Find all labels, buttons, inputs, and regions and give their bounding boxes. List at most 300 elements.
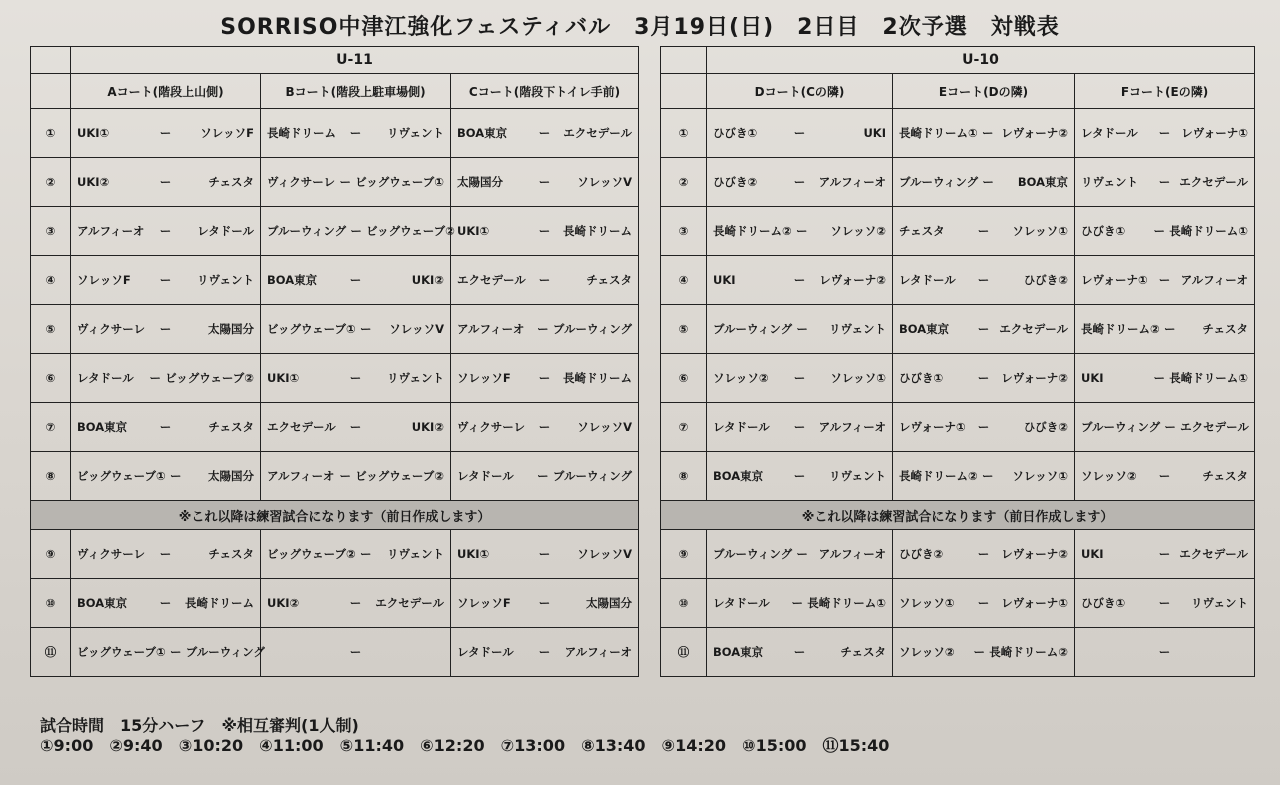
- court-header: Cコート(階段下トイレ手前): [451, 74, 639, 109]
- match-cell: [451, 109, 639, 158]
- match-cell: [451, 207, 639, 256]
- versus-dash: ー: [538, 371, 551, 385]
- versus-dash: ー: [538, 175, 551, 189]
- round-number: ③: [31, 207, 71, 256]
- away-team: ビッグウェーブ②: [355, 469, 444, 483]
- match-pairing: [71, 546, 260, 562]
- match-cell: [707, 530, 893, 579]
- away-team: エクセデール: [1179, 175, 1249, 189]
- match-cell: [707, 354, 893, 403]
- match-row: [31, 305, 639, 354]
- versus-dash: ー: [977, 224, 990, 238]
- match-pairing: [707, 595, 892, 611]
- away-team: 太陽国分: [208, 322, 254, 336]
- match-cell: [451, 305, 639, 354]
- match-pairing: [451, 419, 638, 435]
- home-team: ひびき②: [713, 175, 758, 189]
- away-team: リヴェント: [828, 322, 886, 336]
- match-cell: [707, 452, 893, 501]
- match-cell: [893, 256, 1075, 305]
- match-cell: [71, 628, 265, 677]
- away-team: ひびき②: [1023, 420, 1068, 434]
- match-pairing: [261, 272, 450, 288]
- home-team: 長崎ドリーム②: [1081, 322, 1160, 336]
- away-team: レヴォーナ②: [1001, 371, 1068, 385]
- versus-dash: ー: [339, 175, 351, 189]
- match-row: [661, 305, 1255, 354]
- away-team: 長崎ドリーム①: [1169, 224, 1249, 238]
- home-team: ソレッソF: [457, 596, 511, 610]
- corner-cell: [661, 47, 707, 74]
- away-team: UKI②: [411, 420, 444, 434]
- home-team: レタドール: [77, 371, 134, 385]
- away-team: エクセデール: [1180, 420, 1249, 434]
- away-team: アルフィーオ: [818, 547, 886, 561]
- match-row: [661, 579, 1255, 628]
- kickoff-times: ①9:00 ②9:40 ③10:20 ④11:00 ⑤11:40 ⑥12:20 ⑦13:00 ⑧13:40 ⑨14:20 ⑩15:00 ⑪15:40: [40, 736, 890, 755]
- match-cell: [71, 109, 261, 158]
- away-team: ソレッソV: [577, 547, 633, 561]
- home-team: BOA東京: [77, 420, 128, 434]
- corner-cell: [31, 47, 71, 74]
- match-pairing: [261, 595, 450, 611]
- match-pairing: [261, 223, 455, 239]
- home-team: ビッグウェーブ①: [77, 469, 166, 483]
- versus-dash: ー: [537, 322, 549, 336]
- match-cell: [71, 256, 261, 305]
- away-team: エクセデール: [375, 596, 444, 610]
- home-team: エクセデール: [267, 420, 336, 434]
- match-cell: [1075, 354, 1255, 403]
- away-team: ひびき②: [1023, 273, 1068, 287]
- match-row: [661, 207, 1255, 256]
- versus-dash: ー: [977, 371, 990, 385]
- u11-schedule-table: [30, 46, 639, 677]
- court-header-row: [31, 74, 639, 109]
- page-title: SORRISO中津江強化フェスティバル 3月19日(日) 2日目 2次予選 対戦表: [220, 15, 1060, 40]
- away-team: エクセデール: [999, 322, 1068, 336]
- away-team: 長崎ドリーム: [185, 596, 254, 610]
- practice-separator-row: [661, 501, 1255, 530]
- versus-dash: ー: [982, 126, 994, 140]
- versus-dash: ー: [1158, 596, 1171, 610]
- home-team: レヴォーナ①: [1081, 273, 1148, 287]
- corner-cell: [661, 74, 707, 109]
- match-cell: [893, 158, 1075, 207]
- match-pairing: [261, 546, 450, 562]
- home-team: レタドール: [1081, 126, 1138, 140]
- match-cell: [261, 403, 451, 452]
- match-cell: [707, 628, 893, 677]
- round-number: ⑧: [661, 452, 707, 501]
- match-pairing: [261, 370, 450, 386]
- versus-dash: ー: [159, 175, 172, 189]
- round-number: ⑦: [31, 403, 71, 452]
- match-cell: [893, 628, 1075, 677]
- away-team: リヴェント: [828, 469, 886, 483]
- home-team: アルフィーオ: [77, 224, 145, 238]
- u10-schedule-table: [660, 46, 1255, 677]
- away-team: アルフィーオ: [818, 420, 886, 434]
- away-team: ソレッソ①: [1012, 469, 1068, 483]
- round-number: ⑦: [661, 403, 707, 452]
- match-pairing: [451, 546, 638, 562]
- home-team: ソレッソF: [77, 273, 131, 287]
- away-team: アルフィーオ: [818, 175, 886, 189]
- match-row: [661, 354, 1255, 403]
- home-team: ブルーウィング: [267, 224, 347, 238]
- home-team: ブルーウィング: [713, 547, 793, 561]
- versus-dash: ー: [1164, 322, 1176, 336]
- match-cell: [1075, 403, 1255, 452]
- match-pairing: [261, 468, 450, 484]
- match-pairing: [451, 174, 638, 190]
- match-row: [661, 403, 1255, 452]
- versus-dash: ー: [973, 645, 985, 659]
- match-cell: [451, 530, 639, 579]
- match-row: [661, 452, 1255, 501]
- match-cell: [1075, 628, 1255, 677]
- home-team: BOA東京: [267, 273, 318, 287]
- away-team: チェスタ: [586, 273, 633, 287]
- away-team: ソレッソ①: [1012, 224, 1068, 238]
- away-team: 長崎ドリーム①: [807, 596, 886, 610]
- versus-dash: ー: [796, 322, 808, 336]
- away-team: リヴェント: [386, 371, 444, 385]
- match-cell: [261, 207, 455, 256]
- match-pairing: [71, 644, 265, 660]
- home-team: UKI: [1081, 371, 1104, 385]
- match-row: [661, 109, 1255, 158]
- versus-dash: ー: [793, 645, 806, 659]
- round-number: ⑨: [31, 530, 71, 579]
- practice-note: ※これ以降は練習試合になります（前日作成します）: [31, 501, 639, 530]
- versus-dash: ー: [159, 273, 172, 287]
- match-cell: [893, 452, 1075, 501]
- away-team: ソレッソV: [577, 175, 633, 189]
- versus-dash: ー: [1158, 175, 1171, 189]
- match-cell: [893, 109, 1075, 158]
- versus-dash: ー: [791, 596, 803, 610]
- away-team: レヴォーナ②: [1001, 126, 1068, 140]
- home-team: ビッグウェーブ①: [77, 645, 166, 659]
- away-team: 長崎ドリーム: [563, 224, 633, 238]
- court-header-row: [661, 74, 1255, 109]
- match-pairing: [893, 595, 1074, 611]
- home-team: ソレッソ②: [899, 645, 955, 659]
- home-team: ブルーウィング: [713, 322, 793, 336]
- round-number: ⑤: [661, 305, 707, 354]
- home-team: レタドール: [713, 420, 770, 434]
- match-cell: [893, 403, 1075, 452]
- away-team: リヴェント: [1190, 596, 1249, 610]
- away-team: リヴェント: [386, 126, 444, 140]
- home-team: UKI: [713, 273, 736, 287]
- home-team: エクセデール: [457, 273, 526, 287]
- round-number: ③: [661, 207, 707, 256]
- home-team: 長崎ドリーム: [267, 126, 336, 140]
- match-row: [661, 158, 1255, 207]
- versus-dash: ー: [360, 322, 372, 336]
- round-number: ⑧: [31, 452, 71, 501]
- match-pairing: [71, 370, 260, 386]
- match-pairing: [707, 223, 892, 239]
- round-number: ①: [31, 109, 71, 158]
- versus-dash: ー: [1158, 645, 1171, 659]
- home-team: ソレッソ①: [899, 596, 955, 610]
- match-pairing: [451, 468, 638, 484]
- match-cell: [261, 628, 451, 677]
- match-time-footer: [40, 716, 889, 756]
- match-cell: [707, 305, 893, 354]
- home-team: レタドール: [713, 596, 770, 610]
- away-team: 長崎ドリーム: [563, 371, 633, 385]
- versus-dash: ー: [977, 420, 990, 434]
- home-team: 太陽国分: [457, 175, 503, 189]
- away-team: チェスタ: [1202, 469, 1249, 483]
- match-cell: [451, 158, 639, 207]
- match-pairing: [893, 174, 1074, 190]
- home-team: ヴィクサーレ: [77, 322, 146, 336]
- round-number: ②: [661, 158, 707, 207]
- versus-dash: ー: [349, 420, 362, 434]
- division-row: [661, 47, 1255, 74]
- match-cell: [261, 305, 451, 354]
- match-pairing: [893, 419, 1074, 435]
- versus-dash: ー: [538, 224, 551, 238]
- versus-dash: ー: [349, 645, 362, 659]
- match-row: [31, 452, 639, 501]
- away-team: チェスタ: [208, 547, 254, 561]
- match-cell: [893, 354, 1075, 403]
- home-team: レタドール: [457, 645, 514, 659]
- match-pairing: [707, 419, 892, 435]
- match-pairing: [1075, 644, 1254, 660]
- versus-dash: ー: [1158, 126, 1171, 140]
- away-team: UKI②: [411, 273, 444, 287]
- match-pairing: [707, 644, 892, 660]
- match-cell: [261, 354, 451, 403]
- away-team: チェスタ: [840, 645, 886, 659]
- match-pairing: [1075, 370, 1254, 386]
- versus-dash: ー: [360, 547, 372, 561]
- versus-dash: ー: [349, 596, 362, 610]
- match-cell: [261, 109, 451, 158]
- versus-dash: ー: [977, 596, 990, 610]
- away-team: ビッグウェーブ①: [355, 175, 444, 189]
- home-team: 長崎ドリーム②: [713, 224, 792, 238]
- home-team: ひびき①: [1081, 596, 1126, 610]
- match-cell: [451, 452, 639, 501]
- home-team: UKI①: [77, 126, 110, 140]
- home-team: アルフィーオ: [457, 322, 525, 336]
- round-number: ④: [661, 256, 707, 305]
- versus-dash: ー: [796, 547, 808, 561]
- match-cell: [707, 256, 893, 305]
- versus-dash: ー: [339, 469, 351, 483]
- division-row: [31, 47, 639, 74]
- match-cell: [893, 530, 1075, 579]
- match-pairing: [261, 419, 450, 435]
- home-team: ブルーウィング: [1081, 420, 1161, 434]
- match-pairing: [71, 468, 260, 484]
- match-cell: [71, 207, 261, 256]
- away-team: 長崎ドリーム①: [1169, 371, 1249, 385]
- home-team: UKI②: [267, 596, 300, 610]
- versus-dash: ー: [159, 420, 172, 434]
- versus-dash: ー: [1158, 273, 1171, 287]
- court-header: Aコート(階段上山側): [71, 74, 261, 109]
- versus-dash: ー: [1158, 469, 1171, 483]
- home-team: ビッグウェーブ②: [267, 547, 356, 561]
- home-team: BOA東京: [457, 126, 508, 140]
- match-cell: [451, 628, 639, 677]
- round-number: ⑨: [661, 530, 707, 579]
- away-team: ビッグウェーブ②: [366, 224, 455, 238]
- match-pairing: [707, 370, 892, 386]
- home-team: BOA東京: [899, 322, 950, 336]
- match-cell: [261, 452, 451, 501]
- match-row: [31, 530, 639, 579]
- home-team: ヴィクサーレ: [267, 175, 336, 189]
- home-team: 長崎ドリーム①: [899, 126, 978, 140]
- court-header: Eコート(Dの隣): [893, 74, 1075, 109]
- match-pairing: [707, 468, 892, 484]
- match-pairing: [451, 125, 638, 141]
- away-team: エクセデール: [563, 126, 633, 140]
- home-team: レタドール: [899, 273, 956, 287]
- court-header: Bコート(階段上駐車場側): [261, 74, 451, 109]
- versus-dash: ー: [538, 273, 551, 287]
- match-cell: [1075, 579, 1255, 628]
- round-number: ④: [31, 256, 71, 305]
- match-pairing: [707, 321, 892, 337]
- away-team: チェスタ: [1202, 322, 1249, 336]
- match-pairing: [451, 321, 638, 337]
- away-team: ブルーウィング: [552, 469, 633, 483]
- home-team: ひびき①: [713, 126, 758, 140]
- away-team: レヴォーナ②: [819, 273, 886, 287]
- away-team: アルフィーオ: [1180, 273, 1249, 287]
- versus-dash: ー: [349, 371, 362, 385]
- match-pairing: [71, 174, 260, 190]
- match-cell: [261, 530, 451, 579]
- match-pairing: [451, 223, 638, 239]
- match-pairing: [71, 419, 260, 435]
- match-row: [31, 207, 639, 256]
- home-team: レタドール: [457, 469, 514, 483]
- versus-dash: ー: [538, 126, 551, 140]
- versus-dash: ー: [793, 469, 806, 483]
- match-cell: [1075, 256, 1255, 305]
- versus-dash: ー: [1158, 547, 1171, 561]
- match-row: [31, 109, 639, 158]
- match-row: [31, 579, 639, 628]
- versus-dash: ー: [538, 547, 551, 561]
- away-team: リヴェント: [196, 273, 254, 287]
- round-number: ⑤: [31, 305, 71, 354]
- match-pairing: [71, 321, 260, 337]
- away-team: レヴォーナ②: [1001, 547, 1068, 561]
- versus-dash: ー: [793, 126, 806, 140]
- court-header: Dコート(Cの隣): [707, 74, 893, 109]
- home-team: ひびき①: [899, 371, 944, 385]
- match-pairing: [1075, 223, 1254, 239]
- match-pairing: [261, 174, 450, 190]
- versus-dash: ー: [793, 371, 806, 385]
- match-cell: [261, 158, 451, 207]
- versus-dash: ー: [170, 645, 182, 659]
- match-pairing: [893, 125, 1074, 141]
- match-cell: [1075, 109, 1255, 158]
- versus-dash: ー: [159, 596, 172, 610]
- match-cell: [451, 256, 639, 305]
- match-cell: [707, 158, 893, 207]
- versus-dash: ー: [793, 175, 806, 189]
- match-duration-note: 試合時間 15分ハーフ ※相互審判(1人制): [40, 716, 359, 735]
- versus-dash: ー: [349, 126, 362, 140]
- match-pairing: [1075, 174, 1254, 190]
- home-team: リヴェント: [1081, 175, 1139, 189]
- match-cell: [1075, 207, 1255, 256]
- versus-dash: ー: [793, 273, 806, 287]
- round-number: ①: [661, 109, 707, 158]
- versus-dash: ー: [982, 469, 994, 483]
- match-pairing: [893, 321, 1074, 337]
- home-team: ひびき①: [1081, 224, 1126, 238]
- round-number: ②: [31, 158, 71, 207]
- match-pairing: [1075, 468, 1254, 484]
- away-team: 太陽国分: [208, 469, 254, 483]
- away-team: ソレッソV: [577, 420, 633, 434]
- home-team: UKI①: [457, 547, 490, 561]
- home-team: UKI②: [77, 175, 110, 189]
- home-team: ヴィクサーレ: [457, 420, 526, 434]
- division-label: U-10: [707, 47, 1255, 74]
- home-team: UKI①: [267, 371, 300, 385]
- round-number: ⑪: [661, 628, 707, 677]
- match-pairing: [71, 595, 260, 611]
- match-pairing: [451, 595, 638, 611]
- away-team: チェスタ: [208, 175, 254, 189]
- away-team: レヴォーナ①: [1181, 126, 1249, 140]
- practice-separator-row: [31, 501, 639, 530]
- away-team: チェスタ: [208, 420, 254, 434]
- match-pairing: [451, 644, 638, 660]
- match-cell: [71, 403, 261, 452]
- match-cell: [707, 579, 893, 628]
- match-cell: [451, 403, 639, 452]
- versus-dash: ー: [170, 469, 182, 483]
- court-header: Fコート(Eの隣): [1075, 74, 1255, 109]
- away-team: リヴェント: [386, 547, 444, 561]
- round-number: ⑩: [31, 579, 71, 628]
- home-team: UKI: [1081, 547, 1104, 561]
- versus-dash: ー: [159, 126, 172, 140]
- away-team: 長崎ドリーム②: [989, 645, 1068, 659]
- match-pairing: [707, 125, 892, 141]
- versus-dash: ー: [982, 175, 994, 189]
- match-cell: [451, 354, 639, 403]
- home-team: ブルーウィング: [899, 175, 979, 189]
- match-cell: [71, 158, 261, 207]
- versus-dash: ー: [1153, 371, 1166, 385]
- round-number: ⑩: [661, 579, 707, 628]
- home-team: ソレッソF: [457, 371, 511, 385]
- versus-dash: ー: [538, 596, 551, 610]
- match-pairing: [707, 272, 892, 288]
- match-cell: [451, 579, 639, 628]
